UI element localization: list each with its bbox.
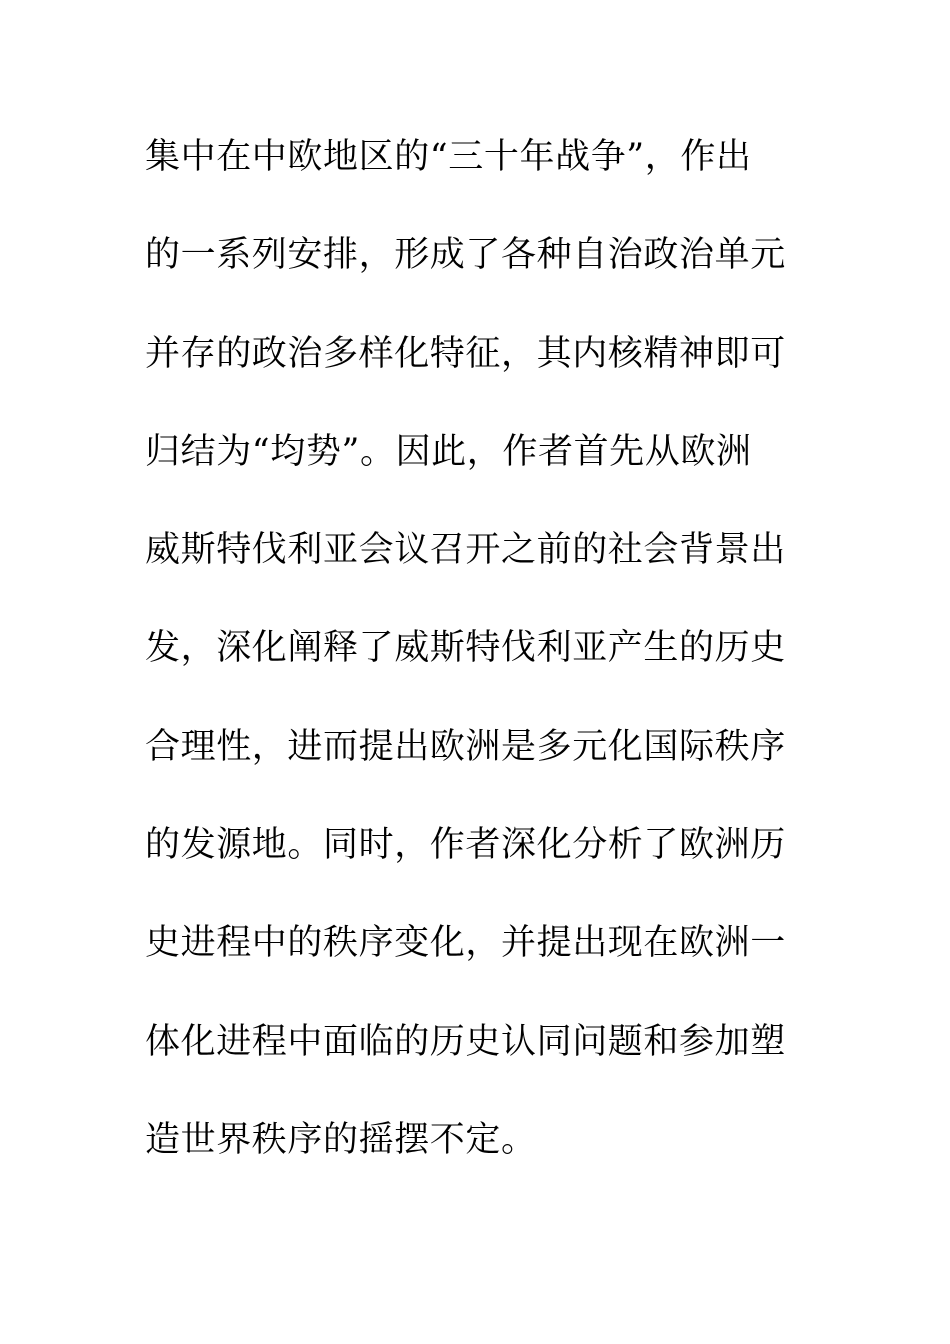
- paragraph-line: 体化进程中面临的历史认同问题和参加塑: [145, 1021, 786, 1062]
- paragraph-line: 史进程中的秩序变化，并提出现在欧洲一: [145, 923, 786, 964]
- paragraph-line: 威斯特伐利亚会议召开之前的社会背景出: [145, 530, 786, 571]
- paragraph-line: 集中在中欧地区的“三十年战争”，作出: [145, 137, 752, 177]
- paragraph-line: 归结为“均势”。因此，作者首先从欧洲: [145, 431, 752, 472]
- paragraph-line: 发，深化阐释了威斯特伐利亚产生的历史: [145, 628, 786, 669]
- paragraph-line: 并存的政治多样化特征，其内核精神即可: [145, 333, 786, 374]
- paragraph-line: 合理性，进而提出欧洲是多元化国际秩序: [145, 726, 786, 767]
- paragraph-line: 造世界秩序的摇摆不定。: [145, 1119, 537, 1160]
- body-paragraph: [145, 126, 795, 1207]
- paragraph-line: 的发源地。同时，作者深化分析了欧洲历: [145, 825, 786, 866]
- paragraph-line: 的一系列安排，形成了各种自治政治单元: [145, 235, 786, 276]
